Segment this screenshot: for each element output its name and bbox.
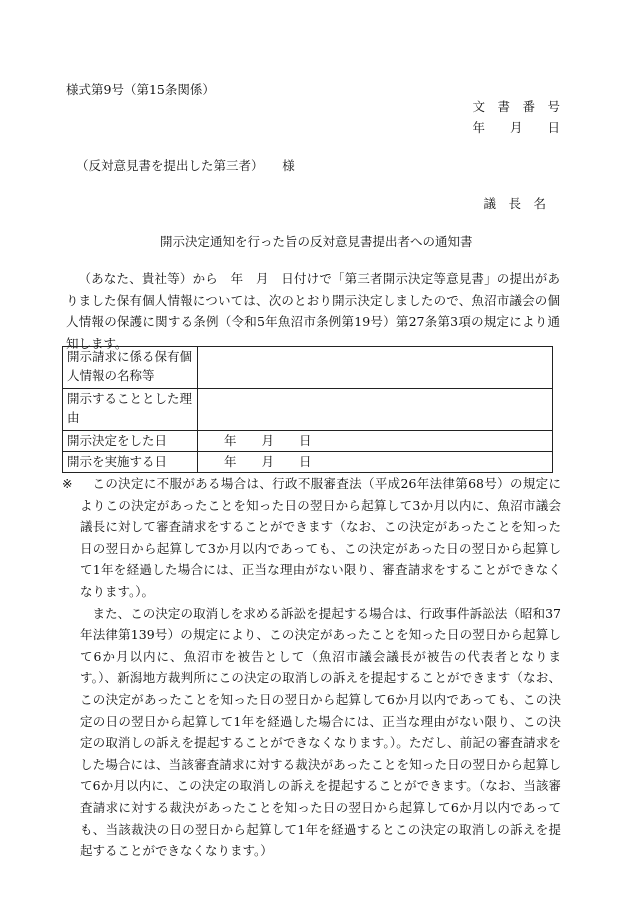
table-row	[63, 431, 553, 452]
table-value-decision-date: 年 月 日	[198, 431, 553, 452]
decision-table	[62, 346, 553, 473]
table-label-name: 開示請求に係る保有個人情報の名称等	[63, 347, 198, 389]
table-row	[63, 389, 553, 431]
document-title: 開示決定通知を行った旨の反対意見書提出者への通知書	[160, 234, 473, 249]
body-paragraph	[66, 268, 560, 354]
notes-section	[62, 473, 561, 862]
body-text: （あなた、貴社等）から 年 月 日付けで「第三者開示決定等意見書」の提出がありました保有個人情報については、次のとおり開示決定しましたので、魚沼市議会の個人情報の保護に関する条例（令和5年魚沼市条例第19号）第27条第3項の規定により通知します。	[66, 271, 560, 351]
table-row	[63, 347, 553, 389]
document-number-label: 文 書 番 号	[472, 99, 560, 114]
note-paragraph-lawsuit: また、この決定の取消しを求める訴訟を提起する場合は、行政事件訴訟法（昭和37年法律第139号）の規定により、この決定があったことを知った日の翌日から起算して6か月以内に、魚沼市を被告として（魚沼市議会議長が被告の代表者となります。）、新潟地方裁判所にこの決定の取消しの訴えを提起することができます（なお、この決定があったことを知った日の翌日から起算して6か月以内であっても、この決定の日の翌日から起算して1年を経過した場合には、正当な理由がない限り、この決定の取消しの訴えを提起することができなくなります。）。ただし、前記の審査請求をした場合には、当該審査請求に対する裁決があったことを知った日の翌日から起算して6か月以内に、この決定の取消しの訴えを提起することができます。（なお、当該審査請求に対する裁決があったことを知った日の翌日から起算して6か月以内であっても、当該裁決の日の翌日から起算して1年を経過するとこの決定の取消しの訴えを提起することができなくなります。）	[80, 605, 561, 859]
table-label-implementation-date: 開示を実施する日	[63, 452, 198, 473]
notes-body	[80, 473, 561, 862]
table-row	[63, 452, 553, 473]
sender-name: 議 長 名	[483, 196, 546, 211]
table-label-decision-date: 開示決定をした日	[63, 431, 198, 452]
recipient-line: （反対意見書を提出した第三者） 様	[76, 158, 295, 173]
table-value-reason	[198, 389, 553, 431]
table-value-name	[198, 347, 553, 389]
note-paragraph-appeal: この決定に不服がある場合は、行政不服審査法（平成26年法律第68号）の規定によりこの決定があったことを知った日の翌日から起算して3か月以内に、魚沼市議会議長に対して審査請求をすることができます（なお、この決定があったことを知った日の翌日から起算して3か月以内であっても、この決定があった日の翌日から起算して1年を経過した場合には、正当な理由がない限り、審査請求をすることができなくなります。）。	[80, 476, 561, 599]
date-label: 年 月 日	[472, 120, 560, 135]
table-value-implementation-date: 年 月 日	[198, 452, 553, 473]
table-label-reason: 開示することとした理由	[63, 389, 198, 431]
note-mark: ※	[62, 476, 73, 491]
form-number: 様式第9号（第15条関係）	[66, 82, 215, 97]
